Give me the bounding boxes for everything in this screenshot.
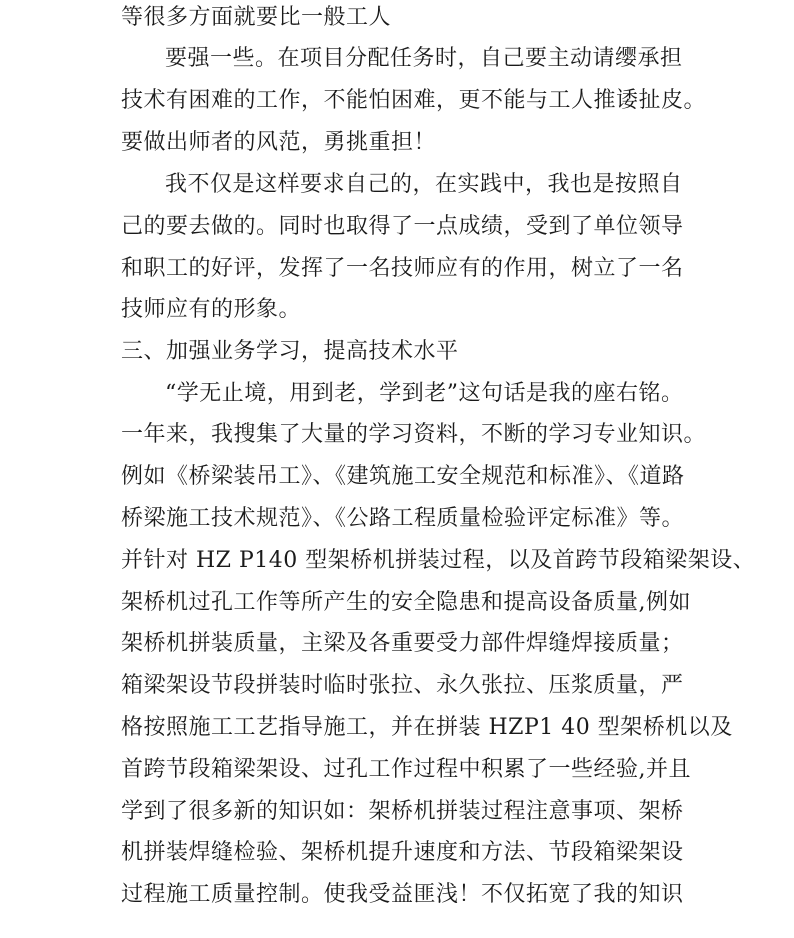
text-line: 格按照施工工艺指导施工，并在拼装 HZP1 40 型架桥机以及 — [121, 715, 733, 740]
text-line: 要做出师者的风范，勇挑重担！ — [121, 130, 437, 155]
text-line: 箱梁架设节段拼装时临时张拉、永久张拉、压浆质量，严 — [121, 673, 684, 698]
text-line: 架桥机过孔工作等所产生的安全隐患和提高设备质量,例如 — [121, 590, 691, 615]
text-line: 等很多方面就要比一般工人 — [121, 5, 392, 30]
text-line: 和职工的好评，发挥了一名技师应有的作用，树立了一名 — [121, 256, 684, 281]
text-line: 技术有困难的工作，不能怕困难，更不能与工人推诿扯皮。 — [121, 88, 707, 113]
text-line: 我不仅是这样要求自己的，在实践中，我也是按照自 — [165, 172, 683, 197]
text-line: 桥梁施工技术规范》、《公路工程质量检验评定标准》等。 — [121, 506, 685, 531]
text-line: 机拼装焊缝检验、架桥机提升速度和方法、节段箱梁架设 — [121, 840, 684, 865]
text-line: “学无止境，用到老，学到老”这句话是我的座右铭。 — [165, 381, 684, 406]
text-line: 架桥机拼装质量，主梁及各重要受力部件焊缝焊接质量； — [121, 631, 684, 656]
text-line: 例如《桥梁装吊工》、《建筑施工安全规范和标准》、《道路 — [121, 464, 685, 489]
text-line: 并针对 HZ P140 型架桥机拼装过程，以及首跨节段箱梁架设、 — [121, 548, 756, 573]
text-line: 要强一些。在项目分配任务时，自己要主动请缨承担 — [165, 46, 683, 71]
section-heading: 三、加强业务学习，提高技术水平 — [121, 339, 459, 364]
text-line: 学到了很多新的知识如：架桥机拼装过程注意事项、架桥 — [121, 799, 684, 824]
text-line: 技师应有的形象。 — [121, 297, 302, 322]
text-line: 一年来，我搜集了大量的学习资料，不断的学习专业知识。 — [121, 422, 707, 447]
text-line: 首跨节段箱梁架设、过孔工作过程中积累了一些经验,并且 — [121, 757, 691, 782]
text-line: 过程施工质量控制。使我受益匪浅！不仅拓宽了我的知识 — [121, 882, 684, 907]
text-line: 己的要去做的。同时也取得了一点成绩，受到了单位领导 — [121, 214, 684, 239]
